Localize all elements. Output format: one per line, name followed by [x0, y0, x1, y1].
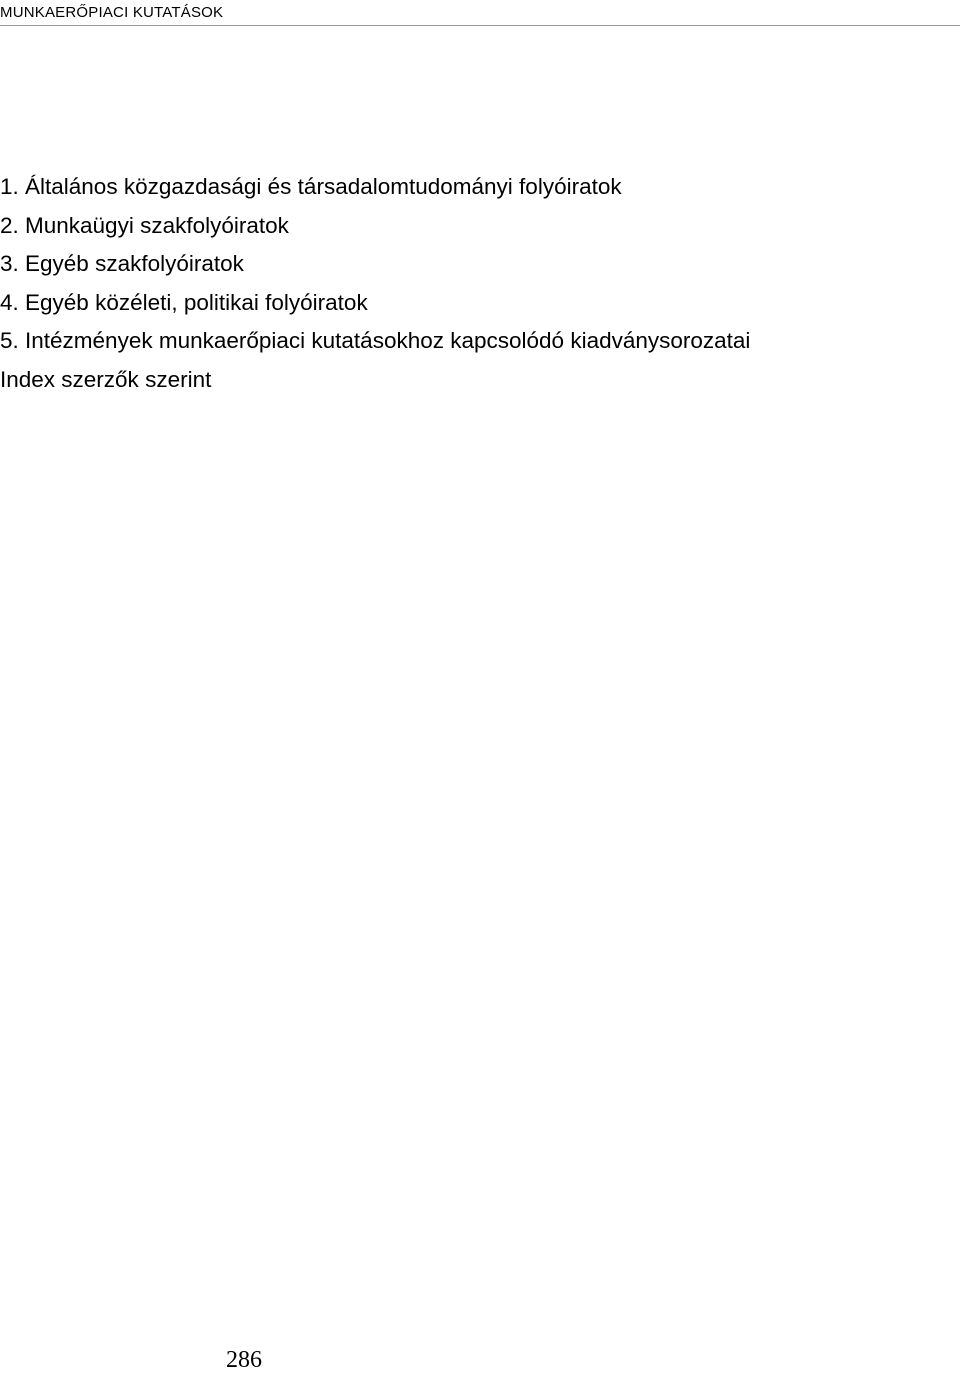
header-rule — [0, 25, 960, 26]
toc-item-labour-journals[interactable]: 2. Munkaügyi szakfolyóiratok — [0, 212, 289, 238]
toc-item-other-journals[interactable]: 3. Egyéb szakfolyóiratok — [0, 251, 244, 277]
toc-item-general-journals[interactable]: 1. Általános közgazdasági és társadalomtudományi folyóiratok — [0, 174, 622, 199]
toc-item-author-index[interactable]: Index szerzők szerint — [0, 366, 212, 392]
toc-item-political-journals[interactable]: 4. Egyéb közéleti, politikai folyóiratok — [0, 289, 368, 315]
page-number: 286 — [226, 1347, 262, 1373]
toc-item-institution-series[interactable]: 5. Intézmények munkaerőpiaci kutatásokhoz kapcsolódó kiadványsorozatai — [0, 328, 751, 354]
table-of-contents — [0, 168, 750, 400]
running-header: MUNKAERŐPIACI KUTATÁSOK — [0, 4, 224, 21]
